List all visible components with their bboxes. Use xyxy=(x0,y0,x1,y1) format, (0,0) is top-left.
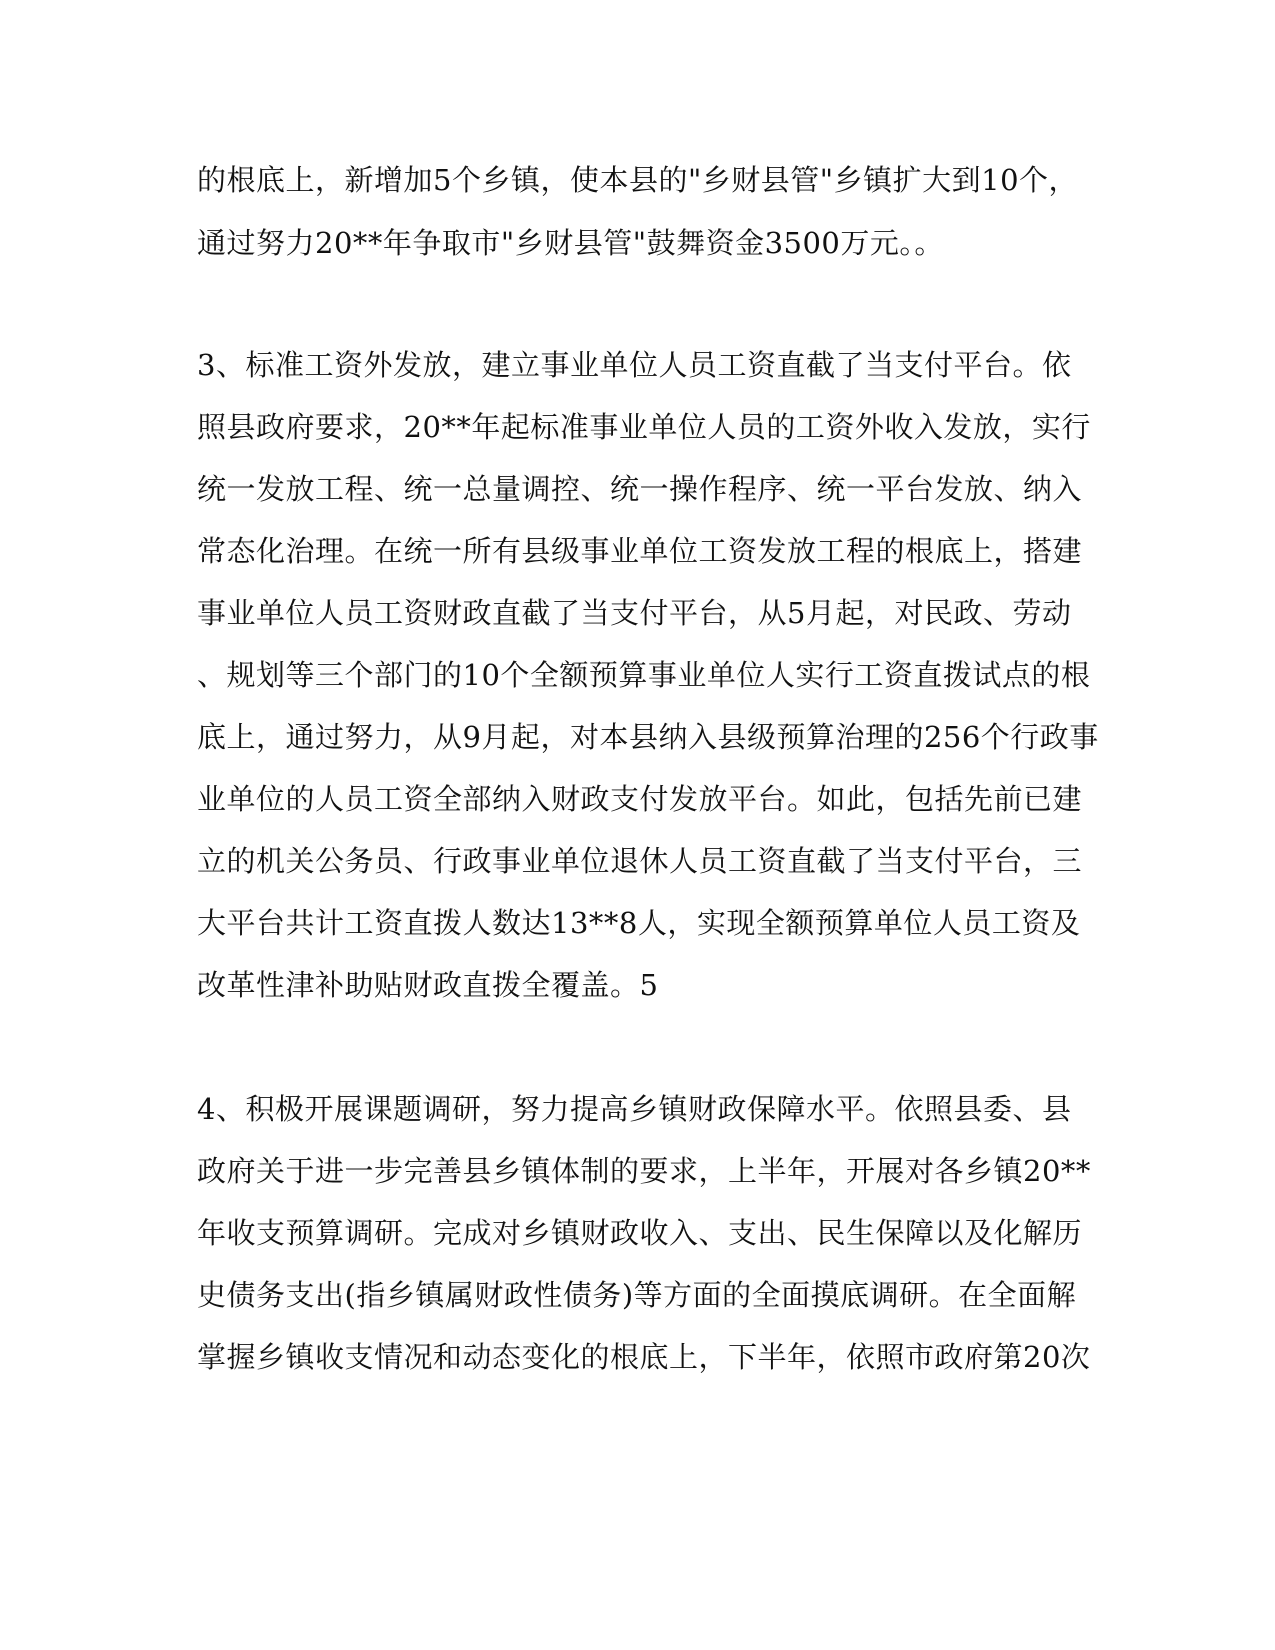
text-line: 4、积极开展课题调研，努力提高乡镇财政保障水平。依照县委、县 xyxy=(197,1092,1072,1126)
text-line: 大平台共计工资直拨人数达13**8人，实现全额预算单位人员工资及 xyxy=(197,906,1081,940)
text-line: 3、标准工资外发放，建立事业单位人员工资直截了当支付平台。依 xyxy=(197,348,1072,382)
text-line: 照县政府要求，20**年起标准事业单位人员的工资外收入发放，实行 xyxy=(197,410,1091,444)
text-line: 掌握乡镇收支情况和动态变化的根底上，下半年，依照市政府第20次 xyxy=(197,1340,1091,1374)
text-line: 常态化治理。在统一所有县级事业单位工资发放工程的根底上，搭建 xyxy=(197,534,1083,568)
text-line: 、规划等三个部门的10个全额预算事业单位人实行工资直拨试点的根 xyxy=(197,658,1091,692)
text-line: 史债务支出(指乡镇属财政性债务)等方面的全面摸底调研。在全面解 xyxy=(197,1278,1077,1312)
text-line: 通过努力20**年争取市"乡财县管"鼓舞资金3500万元。。 xyxy=(197,226,944,260)
text-line: 立的机关公务员、行政事业单位退休人员工资直截了当支付平台，三 xyxy=(197,844,1083,878)
text-line: 事业单位人员工资财政直截了当支付平台，从5月起，对民政、劳动 xyxy=(197,596,1072,630)
text-line: 统一发放工程、统一总量调控、统一操作程序、统一平台发放、纳入 xyxy=(197,472,1083,506)
text-line: 政府关于进一步完善县乡镇体制的要求，上半年，开展对各乡镇20** xyxy=(197,1154,1091,1188)
text-line: 年收支预算调研。完成对乡镇财政收入、支出、民生保障以及化解历 xyxy=(197,1216,1083,1250)
text-line: 的根底上，新增加5个乡镇，使本县的"乡财县管"乡镇扩大到10个， xyxy=(197,163,1079,197)
text-line: 业单位的人员工资全部纳入财政支付发放平台。如此，包括先前已建 xyxy=(197,782,1083,816)
text-line: 改革性津补助贴财政直拨全覆盖。5 xyxy=(197,968,659,1002)
text-line: 底上，通过努力，从9月起，对本县纳入县级预算治理的256个行政事 xyxy=(197,720,1099,754)
